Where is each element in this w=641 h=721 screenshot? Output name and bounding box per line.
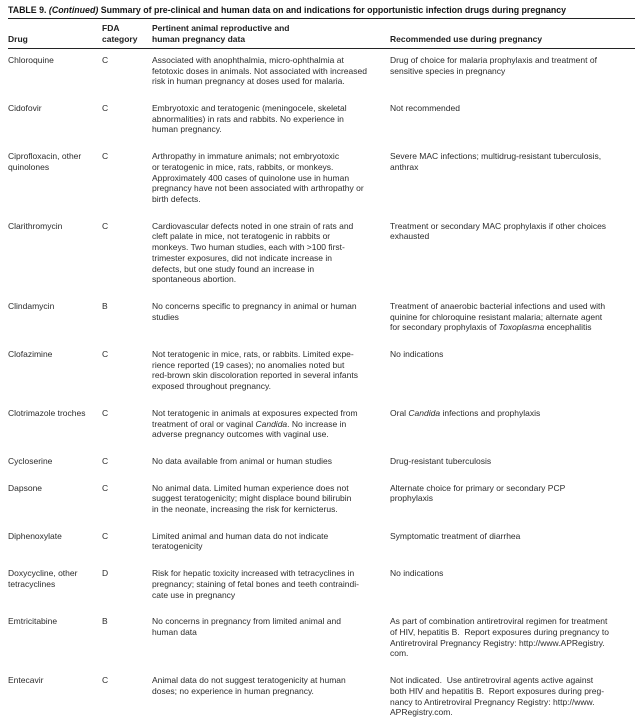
recommended-use-cell: No indications [390, 568, 444, 579]
column-header-drug: Drug [8, 33, 28, 44]
table-row [8, 675, 635, 718]
fda-category-cell: C [102, 675, 109, 686]
recommended-use-cell: Not recommended [390, 103, 460, 114]
table-row [8, 55, 635, 87]
animal-human-data-cell: Animal data do not suggest teratogenicity at human doses; no experience in human pregnancy. [152, 675, 346, 696]
animal-human-data-cell: No concerns in pregnancy from limited animal and human data [152, 616, 341, 637]
animal-human-data-cell: Associated with anophthalmia, micro-ophthalmia at fetotoxic doses in animals. Not associated with increased risk in human pregnancy at doses used for malaria. [152, 54, 367, 87]
fda-category-cell: C [102, 455, 109, 466]
recommended-use-cell: Symptomatic treatment of diarrhea [390, 530, 521, 541]
table-row [8, 568, 635, 600]
drug-name-cell: Dapsone [8, 482, 43, 493]
animal-human-data-cell: Not teratogenic in mice, rats, or rabbits. Limited expe- rience reported (19 cases); no anomalies noted but red-brown skin discoloration reported in several infants exposed throughout pregnancy. [152, 349, 358, 392]
animal-human-data-cell: Embryotoxic and teratogenic (meningocele, skeletal abnormalities) in rats and rabbits. No experience in human pregnancy. [152, 103, 347, 135]
animal-human-data-cell: No concerns specific to pregnancy in animal or human studies [152, 300, 357, 322]
drug-name-cell: Diphenoxylate [8, 530, 62, 541]
recommended-use-cell: Drug of choice for malaria prophylaxis and treatment of sensitive species in pregnancy [390, 54, 597, 76]
table-row [8, 221, 635, 285]
fda-category-cell: C [102, 103, 109, 114]
drug-name-cell: Chloroquine [8, 54, 54, 65]
fda-category-cell: B [102, 300, 108, 311]
animal-human-data-cell: Risk for hepatic toxicity increased with tetracyclines in pregnancy; staining of fetal bones and teeth contraindi- cate use in pregnancy [152, 568, 359, 600]
recommended-use-cell: Treatment or secondary MAC prophylaxis if other choices exhausted [390, 220, 607, 242]
animal-human-data-cell: Arthropathy in immature animals; not embryotoxic or teratogenic in mice, rats, rabbits, or monkeys. Approximately 400 cases of quinolone use in human pregnancy have not been associated with arthropathy or birth defects. [152, 151, 364, 204]
recommended-use-cell: Drug-resistant tuberculosis [390, 455, 492, 466]
table-row [8, 616, 635, 659]
fda-category-cell: C [102, 54, 109, 65]
fda-category-cell: C [102, 482, 109, 493]
recommended-use-cell: As part of combination antiretroviral regimen for treatment of HIV, hepatitis B. Report exposures during pregnancy to Antiretroviral Pregnancy Registry: http://www.APRegistry. com. [390, 616, 609, 659]
table-row [8, 483, 635, 515]
table-row [8, 456, 635, 467]
recommended-use-cell: Severe MAC infections; multidrug-resistant tuberculosis, anthrax [390, 151, 602, 172]
fda-category-cell: B [102, 616, 108, 627]
fda-category-cell: C [102, 220, 109, 231]
fda-category-cell: C [102, 530, 109, 541]
table-title-label: TABLE 9. [8, 5, 47, 15]
drug-name-cell: Cidofovir [8, 103, 42, 114]
fda-category-cell: D [102, 568, 109, 579]
table-title-text: Summary of pre-clinical and human data on and indications for opportunistic infection drugs during pregnancy [100, 5, 567, 15]
drug-name-cell: Cycloserine [8, 455, 53, 466]
table-row [8, 531, 635, 552]
drug-name-cell: Doxycycline, other tetracyclines [8, 568, 78, 589]
recommended-use-cell: Alternate choice for primary or secondary PCP prophylaxis [390, 482, 566, 504]
fda-category-cell: C [102, 151, 109, 162]
drug-name-cell: Entecavir [8, 675, 44, 686]
animal-human-data-cell: No data available from animal or human studies [152, 455, 333, 466]
animal-human-data-cell: Limited animal and human data do not indicate teratogenicity [152, 530, 329, 552]
drug-name-cell: Emtricitabine [8, 616, 58, 627]
recommended-use-cell: Oral Candida infections and prophylaxis [390, 407, 541, 418]
column-header-pregnancy-data: Pertinent animal reproductive and human pregnancy data [152, 23, 290, 44]
drug-name-cell: Ciprofloxacin, other quinolones [8, 151, 82, 172]
animal-human-data-cell: Cardiovascular defects noted in one strain of rats and cleft palate in mice, not teratogenic in rabbits or monkeys. Two human studies, each with >100 first- trimester exposures, did not indicate increase in defects, but one study found an increase in spontaneous abortion. [152, 220, 354, 285]
recommended-use-cell: Treatment of anaerobic bacterial infections and used with quinine for chloroquine resistant malaria; alternate agent for secondary prophylaxis of Toxoplasma encephalitis [390, 300, 606, 333]
column-header-fda-category: FDA category [102, 23, 138, 44]
drug-name-cell: Clindamycin [8, 300, 55, 311]
table-title-continued: (Continued) [48, 5, 99, 15]
table-title [8, 4, 635, 18]
table-row [8, 349, 635, 392]
drug-name-cell: Clarithromycin [8, 220, 63, 231]
drug-name-cell: Clofazimine [8, 349, 53, 360]
animal-human-data-cell: Not teratogenic in animals at exposures expected from treatment of oral or vaginal Candida. No increase in adverse pregnancy outcomes with vaginal use. [152, 407, 358, 440]
table-row [8, 301, 635, 333]
table-row [8, 103, 635, 135]
drug-name-cell: Clotrimazole troches [8, 407, 86, 418]
fda-category-cell: C [102, 349, 109, 360]
table-column-headers [8, 19, 635, 47]
fda-category-cell: C [102, 407, 109, 418]
table-rows [8, 49, 635, 718]
table-row [8, 408, 635, 440]
table-row [8, 151, 635, 205]
recommended-use-cell: Not indicated. Use antiretroviral agents active against both HIV and hepatitis B. Report exposures during preg- nancy to Antiretroviral Pregnancy Registry: http://www. APRegistry.com. [390, 675, 605, 718]
animal-human-data-cell: No animal data. Limited human experience does not suggest teratogenicity; might displace bound bilirubin in the neonate, increasing the risk for kernicterus. [152, 482, 352, 515]
recommended-use-cell: No indications [390, 349, 444, 360]
column-header-recommended-use: Recommended use during pregnancy [390, 33, 543, 44]
